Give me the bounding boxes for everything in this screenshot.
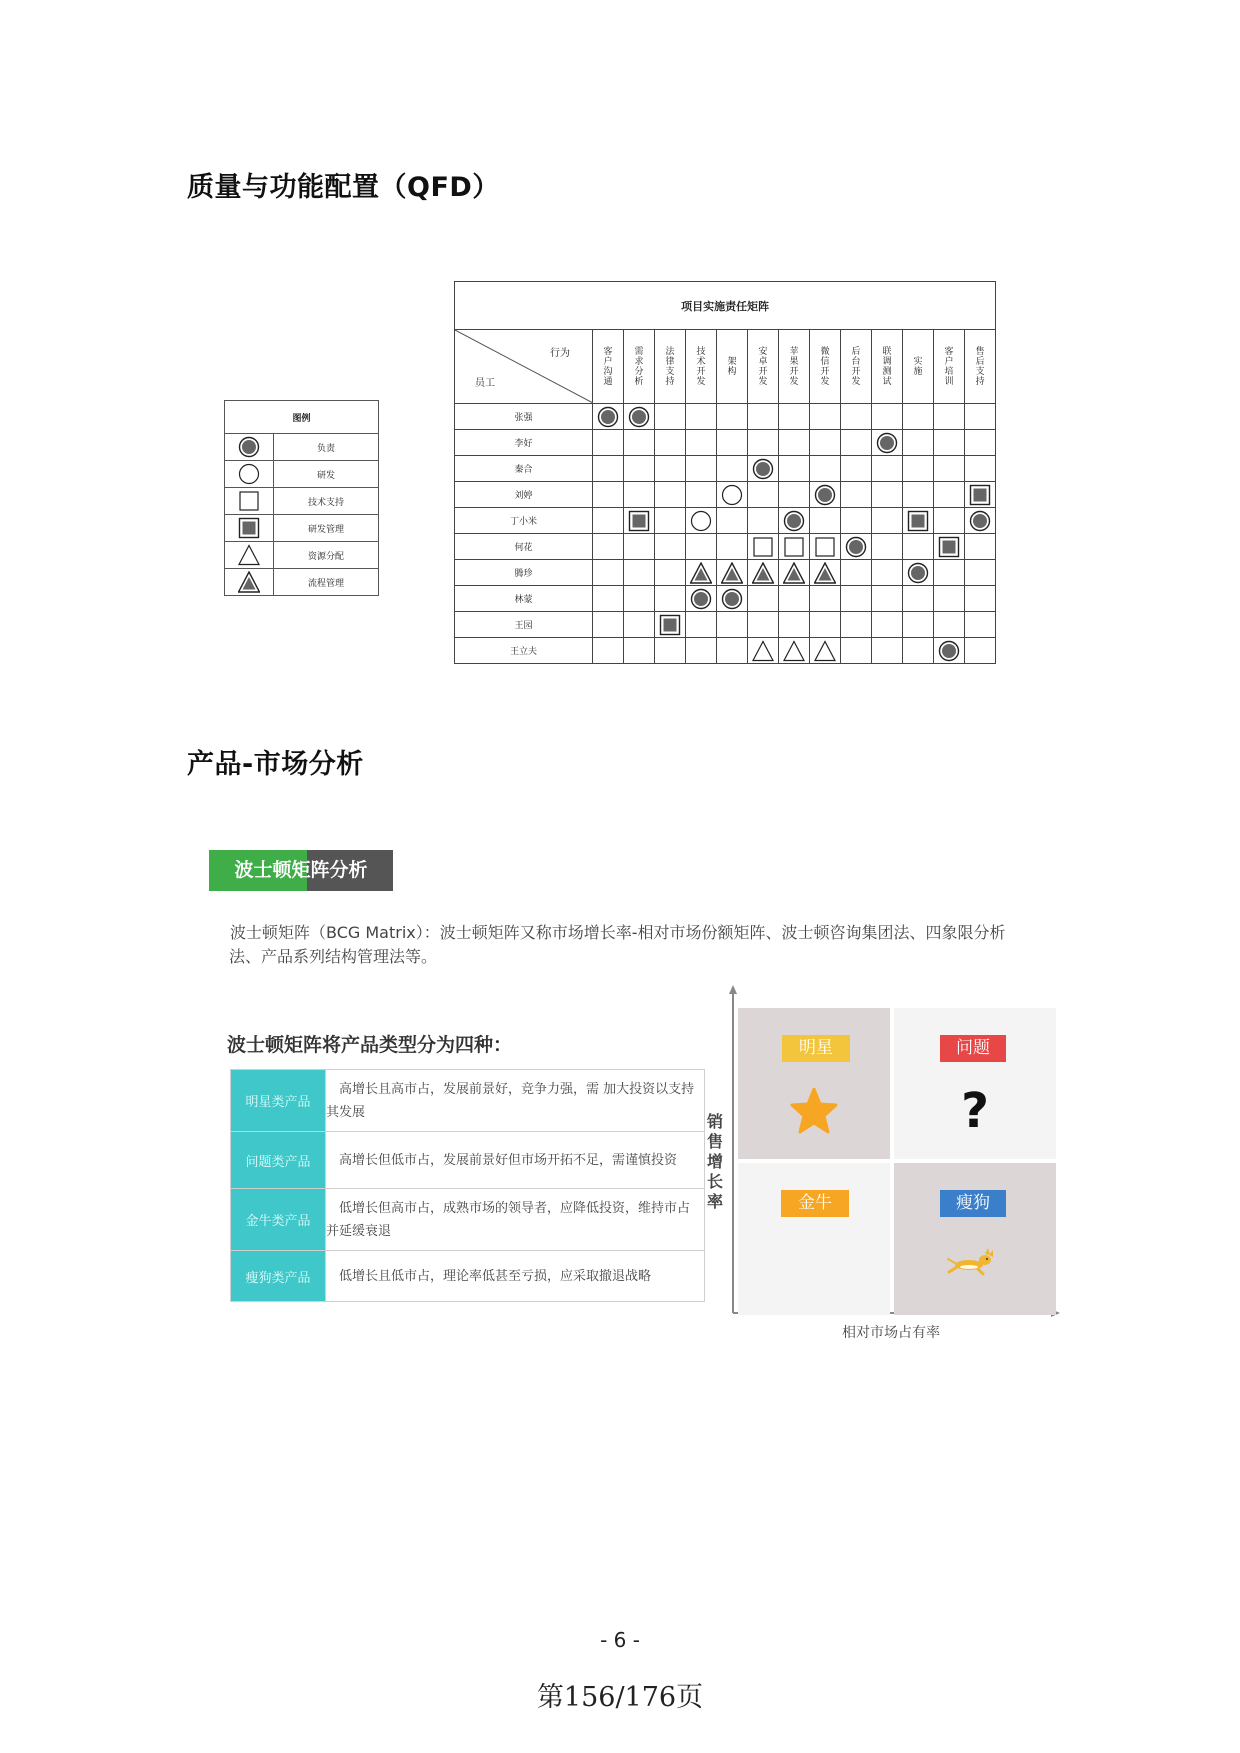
filled-square-icon: [969, 484, 991, 506]
y-axis-label: 销售增长率: [707, 1112, 724, 1211]
matrix-cell: [717, 586, 748, 612]
filled-circle-icon: [938, 640, 960, 662]
matrix-cell: [965, 638, 996, 664]
activity-header: [686, 330, 717, 404]
matrix-cell: [965, 404, 996, 430]
matrix-cell: [810, 430, 841, 456]
matrix-cell: [748, 482, 779, 508]
legend-symbol: [225, 542, 274, 569]
filled-triangle-icon: [721, 562, 743, 584]
matrix-cell: [717, 430, 748, 456]
responsibility-matrix: [454, 281, 996, 664]
matrix-cell: [593, 560, 624, 586]
matrix-cell: [593, 534, 624, 560]
matrix-cell: [872, 482, 903, 508]
legend-label: 研发: [274, 461, 379, 488]
activity-label: 苹果开发: [789, 346, 799, 387]
matrix-row: [455, 534, 996, 560]
filled-triangle-icon: [783, 562, 805, 584]
matrix-cell: [717, 508, 748, 534]
legend-row: [225, 434, 379, 461]
matrix-cell: [903, 534, 934, 560]
matrix-cell: [624, 638, 655, 664]
filled-circle-icon: [690, 588, 712, 610]
activity-header: [903, 330, 934, 404]
open-square-icon: [238, 490, 260, 512]
matrix-cell: [872, 586, 903, 612]
matrix-cell: [686, 560, 717, 586]
matrix-cell: [965, 508, 996, 534]
matrix-cell: [810, 586, 841, 612]
matrix-cell: [841, 612, 872, 638]
legend-row: [225, 542, 379, 569]
section-title-product-market: 产品-市场分析: [187, 749, 364, 780]
bcg-description-line1: 波士顿矩阵（BCG Matrix）：波士顿矩阵又称市场增长率-相对市场份额矩阵、波士顿咨询集团法、四象限分析: [230, 923, 1006, 942]
matrix-cell: [810, 560, 841, 586]
activity-label: 法律支持: [665, 346, 675, 387]
matrix-cell: [934, 560, 965, 586]
activity-header: [624, 330, 655, 404]
star-icon: [790, 1088, 838, 1134]
staff-name: 林蒙: [455, 586, 593, 612]
filled-circle-icon: [845, 536, 867, 558]
matrix-cell: [810, 508, 841, 534]
matrix-cell: [593, 586, 624, 612]
matrix-cell: [934, 534, 965, 560]
matrix-cell: [779, 456, 810, 482]
matrix-cell: [872, 456, 903, 482]
matrix-title: 项目实施责任矩阵: [455, 282, 996, 330]
matrix-cell: [655, 534, 686, 560]
matrix-cell: [903, 430, 934, 456]
open-square-icon: [783, 536, 805, 558]
legend-row: [225, 515, 379, 542]
matrix-cell: [624, 482, 655, 508]
matrix-cell: [965, 456, 996, 482]
open-triangle-icon: [783, 640, 805, 662]
staff-name: 腾珍: [455, 560, 593, 586]
matrix-cell: [903, 508, 934, 534]
matrix-cell: [965, 612, 996, 638]
activity-label: 微信开发: [820, 346, 830, 387]
matrix-corner: [455, 330, 593, 404]
activity-header: [593, 330, 624, 404]
legend-label: 资源分配: [274, 542, 379, 569]
bcg-banner-text: 波士顿矩阵分析: [234, 859, 368, 881]
matrix-cell: [624, 560, 655, 586]
matrix-cell: [779, 430, 810, 456]
staff-name: 丁小米: [455, 508, 593, 534]
matrix-cell: [655, 456, 686, 482]
matrix-cell: [686, 430, 717, 456]
activity-header: [810, 330, 841, 404]
bcg-types-table: [230, 1069, 705, 1302]
matrix-cell: [717, 534, 748, 560]
activity-header: [748, 330, 779, 404]
matrix-cell: [903, 612, 934, 638]
matrix-cell: [686, 534, 717, 560]
matrix-cell: [872, 534, 903, 560]
matrix-cell: [717, 638, 748, 664]
matrix-cell: [593, 612, 624, 638]
filled-circle-icon: [783, 510, 805, 532]
legend-symbol: [225, 569, 274, 596]
matrix-cell: [872, 404, 903, 430]
activity-header: [934, 330, 965, 404]
matrix-cell: [686, 586, 717, 612]
matrix-cell: [934, 456, 965, 482]
matrix-cell: [810, 638, 841, 664]
corner-action-label: 行为: [550, 348, 570, 359]
matrix-cell: [624, 508, 655, 534]
filled-square-icon: [938, 536, 960, 558]
matrix-cell: [841, 456, 872, 482]
activity-label: 技术开发: [696, 346, 706, 387]
matrix-cell: [593, 430, 624, 456]
matrix-cell: [748, 534, 779, 560]
legend-label: 研发管理: [274, 515, 379, 542]
matrix-cell: [841, 586, 872, 612]
quadrant-dog: [894, 1163, 1056, 1315]
matrix-cell: [686, 456, 717, 482]
matrix-cell: [686, 612, 717, 638]
matrix-cell: [748, 404, 779, 430]
corner-diagonal: [455, 330, 593, 403]
matrix-cell: [779, 508, 810, 534]
matrix-cell: [748, 508, 779, 534]
filled-circle-icon: [238, 436, 260, 458]
legend-row: [225, 569, 379, 596]
matrix-cell: [903, 404, 934, 430]
activity-label: 售后支持: [975, 346, 985, 387]
question-mark-icon: ?: [961, 1083, 989, 1139]
bcg-type-name: 明星类产品: [231, 1070, 326, 1132]
star-label: 明星: [782, 1035, 850, 1062]
activity-label: 安卓开发: [758, 346, 768, 387]
staff-name: 王园: [455, 612, 593, 638]
matrix-cell: [624, 612, 655, 638]
matrix-cell: [624, 456, 655, 482]
activity-header: [872, 330, 903, 404]
filled-square-icon: [659, 614, 681, 636]
question-label: 问题: [940, 1035, 1006, 1062]
matrix-cell: [965, 430, 996, 456]
matrix-cell: [655, 430, 686, 456]
staff-name: 李好: [455, 430, 593, 456]
quadrant-question: [894, 1008, 1056, 1159]
staff-name: 刘婷: [455, 482, 593, 508]
section-title-qfd: 质量与功能配置（QFD）: [187, 172, 500, 203]
open-triangle-icon: [814, 640, 836, 662]
matrix-cell: [779, 482, 810, 508]
matrix-cell: [655, 612, 686, 638]
matrix-cell: [903, 586, 934, 612]
bcg-type-row: [231, 1189, 705, 1251]
matrix-cell: [841, 638, 872, 664]
matrix-cell: [903, 638, 934, 664]
staff-name: 张强: [455, 404, 593, 430]
matrix-cell: [748, 560, 779, 586]
bcg-type-desc: 高增长且高市占，发展前景好，竞争力强，需 加大投资以支持其发展: [326, 1070, 705, 1132]
matrix-cell: [717, 404, 748, 430]
matrix-cell: [748, 456, 779, 482]
matrix-row: [455, 404, 996, 430]
legend-row: [225, 488, 379, 515]
matrix-row: [455, 586, 996, 612]
matrix-cell: [717, 612, 748, 638]
legend-row: [225, 461, 379, 488]
bcg-type-desc: 高增长但低市占，发展前景好但市场开拓不足，需谨慎投资: [326, 1132, 705, 1189]
legend-label: 流程管理: [274, 569, 379, 596]
matrix-cell: [810, 612, 841, 638]
matrix-cell: [686, 482, 717, 508]
matrix-cell: [810, 456, 841, 482]
activity-header: [779, 330, 810, 404]
matrix-cell: [717, 456, 748, 482]
matrix-cell: [841, 482, 872, 508]
activity-label: 联调测试: [882, 346, 892, 387]
bcg-type-name: 问题类产品: [231, 1132, 326, 1189]
matrix-cell: [624, 404, 655, 430]
bcg-type-row: [231, 1251, 705, 1302]
matrix-cell: [686, 404, 717, 430]
matrix-cell: [748, 430, 779, 456]
open-circle-icon: [238, 463, 260, 485]
matrix-cell: [779, 534, 810, 560]
filled-circle-icon: [969, 510, 991, 532]
matrix-cell: [624, 534, 655, 560]
cow-label: 金牛: [781, 1190, 849, 1217]
filled-triangle-icon: [690, 562, 712, 584]
open-square-icon: [752, 536, 774, 558]
matrix-cell: [934, 586, 965, 612]
filled-circle-icon: [721, 588, 743, 610]
matrix-cell: [841, 404, 872, 430]
matrix-cell: [872, 638, 903, 664]
matrix-cell: [965, 560, 996, 586]
matrix-cell: [779, 612, 810, 638]
activity-label: 客户培训: [944, 346, 954, 387]
matrix-cell: [779, 404, 810, 430]
staff-name: 王立夫: [455, 638, 593, 664]
filled-triangle-icon: [752, 562, 774, 584]
activity-header: [965, 330, 996, 404]
open-circle-icon: [690, 510, 712, 532]
filled-circle-icon: [814, 484, 836, 506]
open-triangle-icon: [752, 640, 774, 662]
matrix-cell: [872, 430, 903, 456]
matrix-row: [455, 456, 996, 482]
legend-title: 图例: [225, 401, 379, 434]
matrix-cell: [655, 560, 686, 586]
matrix-cell: [810, 482, 841, 508]
filled-circle-icon: [876, 432, 898, 454]
matrix-cell: [903, 482, 934, 508]
matrix-cell: [872, 612, 903, 638]
matrix-row: [455, 560, 996, 586]
matrix-cell: [593, 404, 624, 430]
matrix-cell: [593, 638, 624, 664]
matrix-cell: [841, 430, 872, 456]
matrix-cell: [934, 638, 965, 664]
filled-circle-icon: [907, 562, 929, 584]
matrix-cell: [748, 638, 779, 664]
matrix-cell: [841, 560, 872, 586]
matrix-cell: [934, 612, 965, 638]
legend-label: 技术支持: [274, 488, 379, 515]
x-axis-label: 相对市场占有率: [842, 1325, 940, 1341]
filled-square-icon: [238, 517, 260, 539]
matrix-cell: [934, 430, 965, 456]
matrix-cell: [624, 430, 655, 456]
legend-symbol: [225, 488, 274, 515]
matrix-cell: [779, 638, 810, 664]
quadrant-cow: [738, 1163, 890, 1315]
activity-label: 实施: [913, 356, 923, 377]
bcg-type-name: 金牛类产品: [231, 1189, 326, 1251]
activity-header: [655, 330, 686, 404]
corner-staff-label: 员工: [475, 378, 495, 389]
matrix-cell: [593, 482, 624, 508]
legend-symbol: [225, 461, 274, 488]
filled-circle-icon: [752, 458, 774, 480]
matrix-cell: [965, 586, 996, 612]
bcg-type-name: 瘦狗类产品: [231, 1251, 326, 1302]
matrix-cell: [965, 482, 996, 508]
matrix-cell: [934, 404, 965, 430]
bcg-type-row: [231, 1132, 705, 1189]
matrix-cell: [903, 456, 934, 482]
matrix-cell: [841, 508, 872, 534]
matrix-cell: [717, 560, 748, 586]
legend-symbol: [225, 515, 274, 542]
filled-triangle-icon: [238, 571, 260, 593]
dog-icon: [947, 1247, 999, 1277]
page-of-total: 第156/176页: [536, 1682, 704, 1713]
matrix-cell: [655, 586, 686, 612]
bcg-banner: [209, 850, 393, 891]
matrix-row: [455, 612, 996, 638]
open-square-icon: [814, 536, 836, 558]
activity-label: 架构: [727, 356, 737, 377]
matrix-cell: [903, 560, 934, 586]
filled-square-icon: [907, 510, 929, 532]
matrix-cell: [810, 404, 841, 430]
matrix-row: [455, 482, 996, 508]
filled-square-icon: [628, 510, 650, 532]
matrix-cell: [748, 612, 779, 638]
bcg-type-desc: 低增长且低市占，理论率低甚至亏损，应采取撤退战略: [326, 1251, 705, 1302]
matrix-row: [455, 508, 996, 534]
matrix-cell: [655, 404, 686, 430]
dog-label: 瘦狗: [940, 1190, 1006, 1217]
legend-table: [224, 400, 379, 596]
matrix-cell: [686, 638, 717, 664]
open-circle-icon: [721, 484, 743, 506]
bcg-type-desc: 低增长但高市占，成熟市场的领导者，应降低投资，维持市占并延缓衰退: [326, 1189, 705, 1251]
activity-label: 后台开发: [851, 346, 861, 387]
matrix-cell: [872, 508, 903, 534]
matrix-cell: [934, 482, 965, 508]
filled-triangle-icon: [814, 562, 836, 584]
staff-name: 何花: [455, 534, 593, 560]
matrix-cell: [810, 534, 841, 560]
matrix-cell: [624, 586, 655, 612]
activity-header: [717, 330, 748, 404]
filled-circle-icon: [628, 406, 650, 428]
matrix-cell: [779, 586, 810, 612]
filled-circle-icon: [597, 406, 619, 428]
activity-label: 客户沟通: [603, 346, 613, 387]
open-triangle-icon: [238, 544, 260, 566]
legend-label: 负责: [274, 434, 379, 461]
staff-name: 秦合: [455, 456, 593, 482]
matrix-cell: [841, 534, 872, 560]
activity-header: [841, 330, 872, 404]
page-number: - 6 -: [600, 1628, 640, 1652]
matrix-cell: [748, 586, 779, 612]
bcg-type-row: [231, 1070, 705, 1132]
matrix-cell: [779, 560, 810, 586]
matrix-cell: [593, 456, 624, 482]
matrix-cell: [965, 534, 996, 560]
bcg-types-title: 波士顿矩阵将产品类型分为四种：: [227, 1034, 513, 1056]
bcg-description-line2: 法、产品系列结构管理法等。: [229, 947, 438, 966]
matrix-cell: [686, 508, 717, 534]
matrix-cell: [593, 508, 624, 534]
legend-symbol: [225, 434, 274, 461]
matrix-cell: [655, 482, 686, 508]
matrix-cell: [934, 508, 965, 534]
matrix-row: [455, 430, 996, 456]
quadrant-star: [738, 1008, 890, 1159]
activity-label: 需求分析: [634, 346, 644, 387]
matrix-row: [455, 638, 996, 664]
matrix-cell: [717, 482, 748, 508]
matrix-cell: [655, 508, 686, 534]
matrix-cell: [655, 638, 686, 664]
matrix-cell: [872, 560, 903, 586]
bcg-description: [230, 921, 1030, 969]
